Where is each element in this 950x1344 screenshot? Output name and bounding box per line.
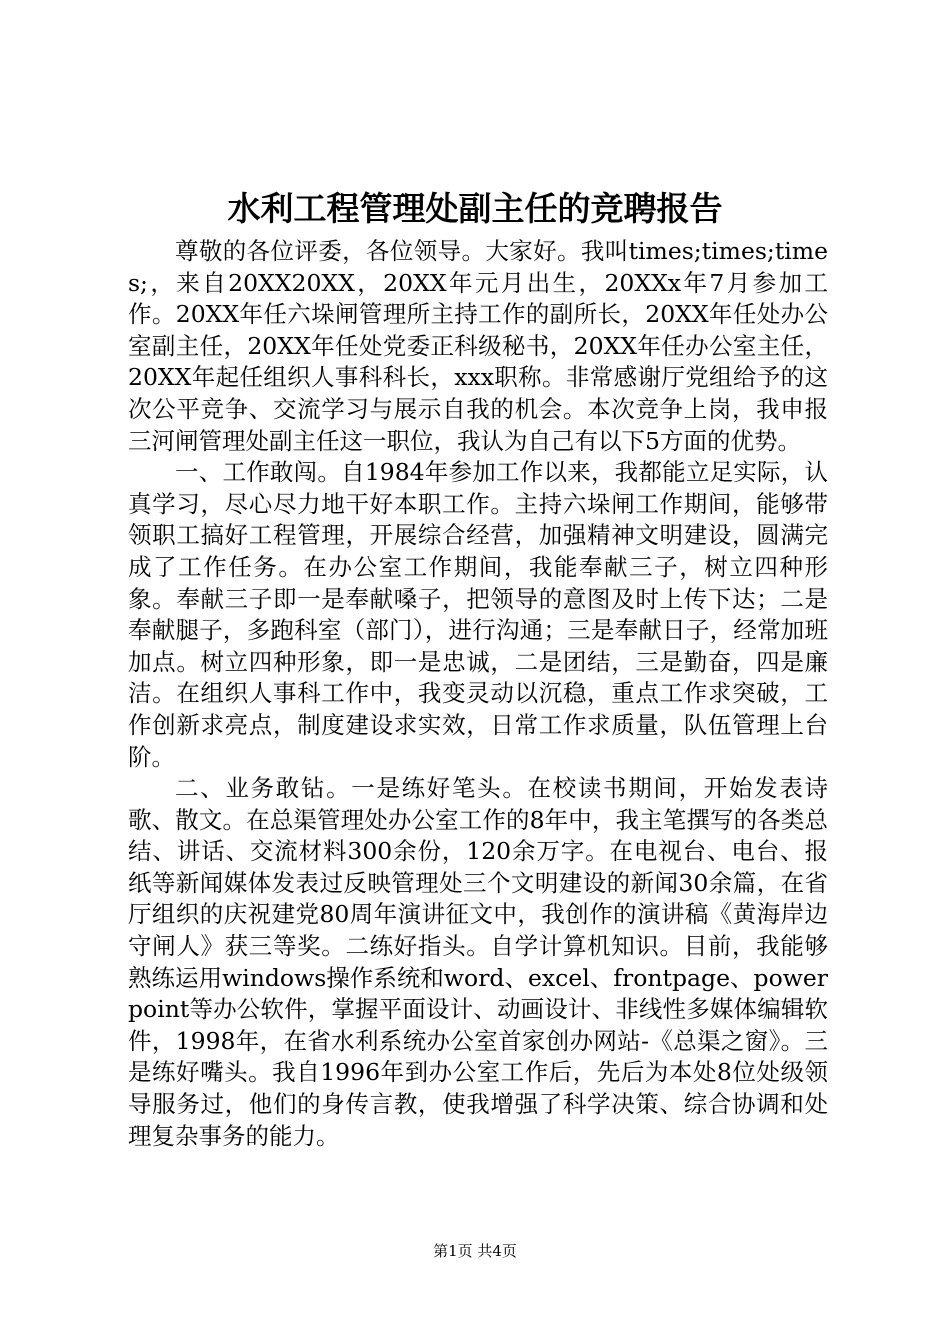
document-body [128,236,828,1152]
paragraph-work-courage: 一、工作敢闯。自1984年参加工作以来，我都能立足实际，认真学习，尽心尽力地干好本职工作。主持六垛闸工作期间，能够带领职工搞好工程管理，开展综合经营，加强精神文明建设，圆满完成了工作任务。在办公室工作期间，我能奉献三子，树立四种形象。奉献三子即一是奉献嗓子，把领导的意图及时上传下达；二是奉献腿子，多跑科室（部门），进行沟通；三是奉献日子，经常加班加点。树立四种形象，即一是忠诚，二是团结，三是勤奋，四是廉洁。在组织人事科工作中，我变灵动以沉稳，重点工作求突破，工作创新求亮点，制度建设求实效，日常工作求质量，队伍管理上台阶。 [128,458,828,771]
paragraph-intro: 尊敬的各位评委，各位领导。大家好。我叫times;times;times;，来自20XX20XX，20XX年元月出生，20XXx年7月参加工作。20XX年任六垛闸管理所主持工作的副所长，20XX年任处办公室副主任，20XX年任处党委正科级秘书，20XX年任办公室主任，20XX年起任组织人事科科长，xxx职称。非常感谢厅党组给予的这次公平竞争、交流学习与展示自我的机会。本次竞争上岗，我申报三河闸管理处副主任这一职位，我认为自己有以下5方面的优势。 [128,237,828,455]
document-title: 水利工程管理处副主任的竞聘报告 [227,189,723,228]
paragraph-business-study: 二、业务敢钻。一是练好笔头。在校读书期间，开始发表诗歌、散文。在总渠管理处办公室工作的8年中，我主笔撰写的各类总结、讲话、交流材料300余份，120余万字。在电视台、电台、报纸等新闻媒体发表过反映管理处三个文明建设的新闻30余篇，在省厅组织的庆祝建党80周年演讲征文中，我创作的演讲稿《黄海岸边守闸人》获三等奖。二练好指头。自学计算机知识。目前，我能够熟练运用windows操作系统和word、excel、frontpage、powerpoint等办公软件，掌握平面设计、动画设计、非线性多媒体编辑软件，1998年，在省水利系统办公室首家创办网站-《总渠之窗》。三是练好嘴头。我自1996年到办公室工作后，先后为本处8位处级领导服务过，他们的身传言教，使我增强了科学决策、综合协调和处理复杂事务的能力。 [128,774,828,1150]
page-number-footer: 第1页 共4页 [433,1242,517,1260]
